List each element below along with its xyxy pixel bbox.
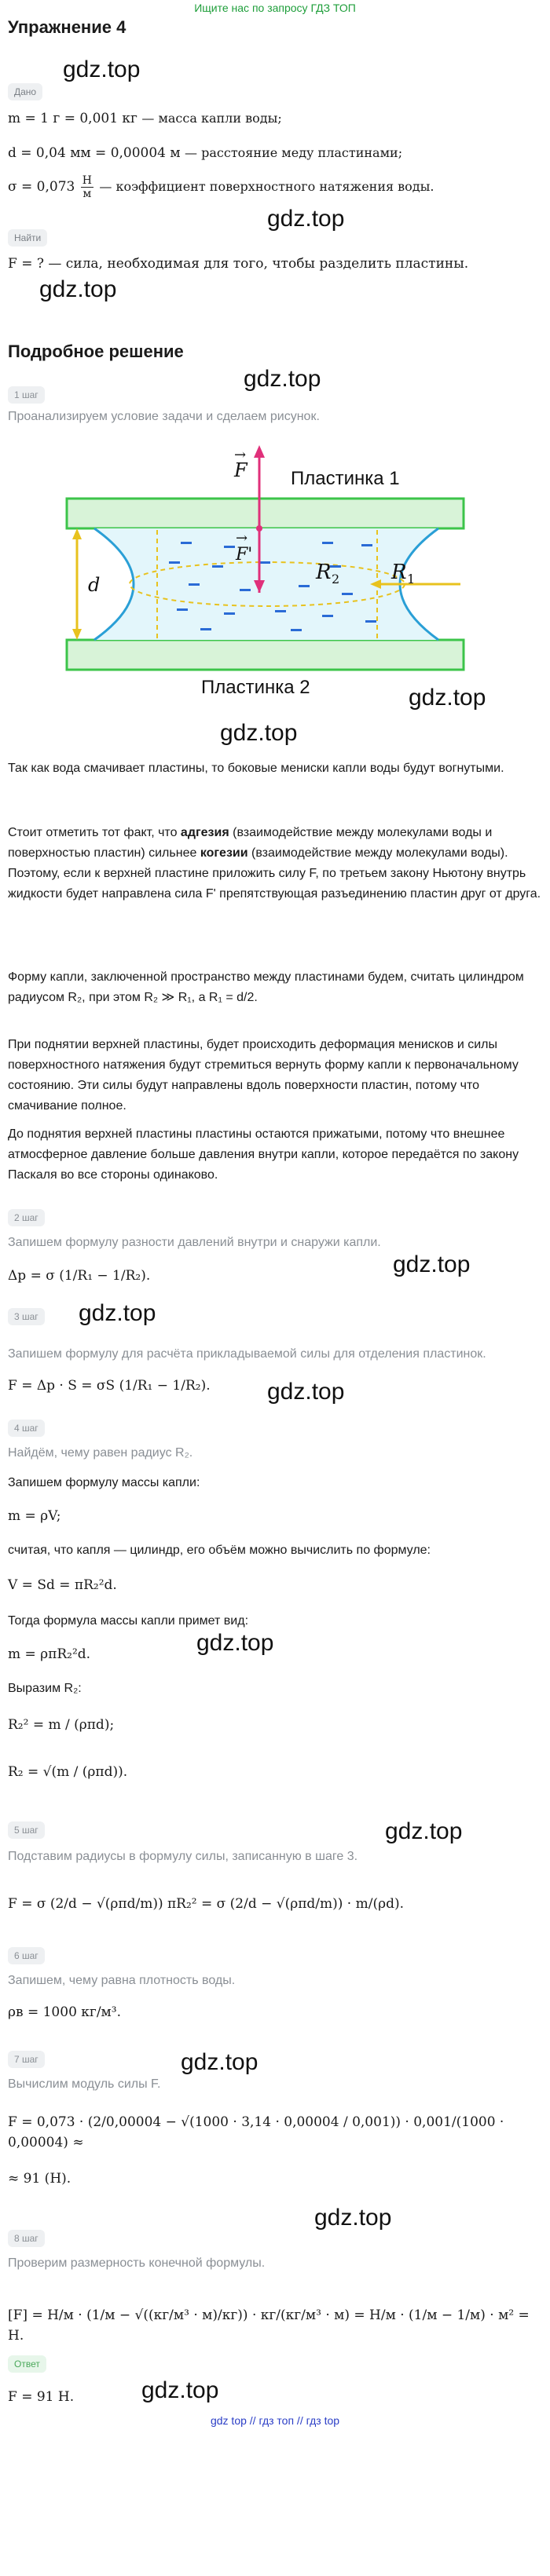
step6-note: Запишем, чему равна плотность воды. [8,1974,236,1987]
step8-label: 8 шаг [8,2230,45,2247]
step6-formula: ρв = 1000 кг/м³. [8,2004,121,2020]
watermark: gdz.top [267,206,345,232]
promo-banner[interactable]: Ищите нас по запросу ГДЗ ТОП [194,2,356,14]
step1-p3: Форму капли, заключенной пространство между пластинами будем, считать цилиндром радиусом R₂, при этом R₂ ≫ R₁, а R₁ = d/2. [8,970,524,1004]
footer-link-2[interactable]: гдз топ [258,2414,295,2427]
step1-p4: При поднятии верхней пластины, будет происходить деформация менисков и силы поверхностного натяжения будут стремиться вернуть форму капли к первоначальному состоянию. Эти силы будут направлены вдоль поверхности пластин, потому что смачивание полное. [8,1038,519,1113]
watermark: gdz.top [385,1818,463,1844]
force-arrow-up [254,445,265,458]
step4-t4: Выразим R₂: [8,1682,82,1695]
watermark: gdz.top [220,720,298,746]
p2-b: адгезия [180,826,229,839]
unit-num: Н [82,174,92,187]
step7-note: Вычислим модуль силы F. [8,2077,161,2091]
top-plate [67,499,464,528]
answer-value: F = 91 Н. [8,2389,75,2405]
given-mass-desc: — масса капли воды; [141,111,282,126]
step7-formula-a: F = 0,073 · (2/0,00004 − √(1000 · 3,14 · 0,00004 / 0,001)) · 0,001/(1000 · 0,00004) ≈ [8,2114,504,2150]
footer-link-1[interactable]: gdz top [210,2414,247,2427]
watermark: gdz.top [181,2049,258,2075]
vector-arrow-f-prime: → [236,530,248,546]
find-tag: Найти [8,229,47,247]
step3-label: 3 шаг [8,1308,45,1325]
given-sigma [8,174,434,200]
d-arrow-bottom [72,629,82,640]
label-r2: R [316,561,332,584]
step4-f2: V = Sd = πR₂²d. [8,1577,117,1593]
p2-c: (взаимодействие между молекулами воды и поверхностью пластин) сильнее [8,826,493,860]
force-point [256,525,262,532]
p2-a: Стоит отметить тот факт, что [8,826,181,839]
given-sigma-formula: σ = 0,073 [8,179,75,195]
step4-t3: Тогда формула массы капли примет вид: [8,1614,249,1628]
p2-e: (взаимодействие между молекулами воды). Поэтому, если к верхней пластине приложить силу F, по третьем закону Ньютону внутрь жидкости будет направлена сила F' [8,846,526,901]
step3-note: Запишем формулу для расчёта прикладываемой силы для отделения пластинок. [8,1347,486,1361]
given-mass [8,108,282,129]
step6-label: 6 шаг [8,1947,45,1964]
step4-f1: m = ρV; [8,1508,61,1524]
label-f: F [234,459,248,481]
step3-formula: F = Δp · S = σS (1/R₁ − 1/R₂). [8,1378,211,1394]
step4-t2: считая, что капля — цилиндр, его объём можно вычислить по формуле: [8,1544,431,1557]
watermark: gdz.top [314,2205,392,2231]
step1-p2 [8,823,542,904]
step1-p5: До поднятия верхней пластины пластины остаются прижатыми, потому что внешнее атмосферное давление больше давления внутри капли, которое передаётся по закону Паскаля во все стороны одинаково. [8,1127,519,1182]
step8-formula: [F] = Н/м · (1/м − √((кг/м³ · м)/кг)) · кг/(кг/м³ · м) = Н/м · (1/м − 1/м) · м² = Н. [8,2307,530,2344]
page-title: Упражнение 4 [8,17,126,37]
vector-arrow-f: → [234,447,247,463]
sep-1: // [246,2414,259,2427]
watermark: gdz.top [39,276,117,302]
watermark: gdz.top [141,2377,219,2403]
step5-note: Подставим радиусы в формулу силы, записанную в шаге 3. [8,1850,358,1863]
footer-link-3[interactable]: гдз top [306,2414,340,2427]
footer-links [0,2414,550,2427]
watermark: gdz.top [409,685,486,711]
step4-label: 4 шаг [8,1420,45,1437]
label-r1-sub: 1 [407,572,416,586]
step2-formula: Δp = σ (1/R₁ − 1/R₂). [8,1268,151,1284]
step4-note: Найдём, чему равен радиус R₂. [8,1446,193,1460]
given-mass-formula: m = 1 г = 0,001 кг [8,111,138,126]
label-plate2: Пластинка 2 [201,677,310,698]
step5-formula: F = σ (2/d − √(ρπd/m)) πR₂² = σ (2/d − √(ρπd/m)) · m/(ρd). [8,1896,404,1912]
watermark: gdz.top [63,57,141,82]
d-arrow-top [72,528,82,539]
p2-f: препятствующая разъединению пластин друг от друга. [219,887,541,901]
step4-t1: Запишем формулу массы капли: [8,1476,200,1489]
sep-2: // [294,2414,306,2427]
watermark: gdz.top [79,1300,156,1326]
watermark: gdz.top [244,366,321,392]
label-d: d [88,574,101,596]
step4-f5: R₂ = √(m / (ρπd)). [8,1764,128,1780]
given-distance-formula: d = 0,04 мм = 0,00004 м [8,145,181,161]
bottom-plate [67,640,464,670]
step1-p1: Так как вода смачивает пластины, то боковые мениски капли воды будут вогнутыми. [8,762,504,775]
step7-label: 7 шаг [8,2051,45,2068]
given-sigma-unit [81,174,94,200]
p2-d: когезии [200,846,248,860]
given-distance-desc: — расстояние меду пластинами; [185,145,403,160]
given-distance [8,143,402,163]
step2-label: 2 шаг [8,1209,45,1226]
find-line: F = ? — сила, необходимая для того, чтобы разделить пластины. [8,256,469,272]
label-r2-sub: 2 [332,572,340,586]
label-plate1: Пластинка 1 [291,468,400,489]
given-sigma-desc: — коэффициент поверхностного натяжения воды. [99,179,434,194]
step4-f3: m = ρπR₂²d. [8,1646,91,1662]
step5-label: 5 шаг [8,1821,45,1839]
step8-note: Проверим размерность конечной формулы. [8,2256,266,2270]
step2-note: Запишем формулу разности давлений внутри и снаружи капли. [8,1236,381,1249]
label-r1: R [391,561,407,584]
plates-diagram [63,444,471,714]
step1-note: Проанализируем условие задачи и сделаем рисунок. [8,410,320,423]
given-tag: Дано [8,83,42,100]
step4-f4: R₂² = m / (ρπd); [8,1717,115,1733]
solution-title: Подробное решение [8,342,184,361]
watermark: gdz.top [393,1251,471,1277]
unit-den: м [82,188,92,200]
label-f-prime: F' [236,545,253,565]
watermark: gdz.top [267,1379,345,1405]
step1-label: 1 шаг [8,386,45,404]
step7-formula-b: ≈ 91 (Н). [8,2171,72,2187]
watermark: gdz.top [196,1630,274,1656]
answer-tag: Ответ [8,2355,46,2373]
